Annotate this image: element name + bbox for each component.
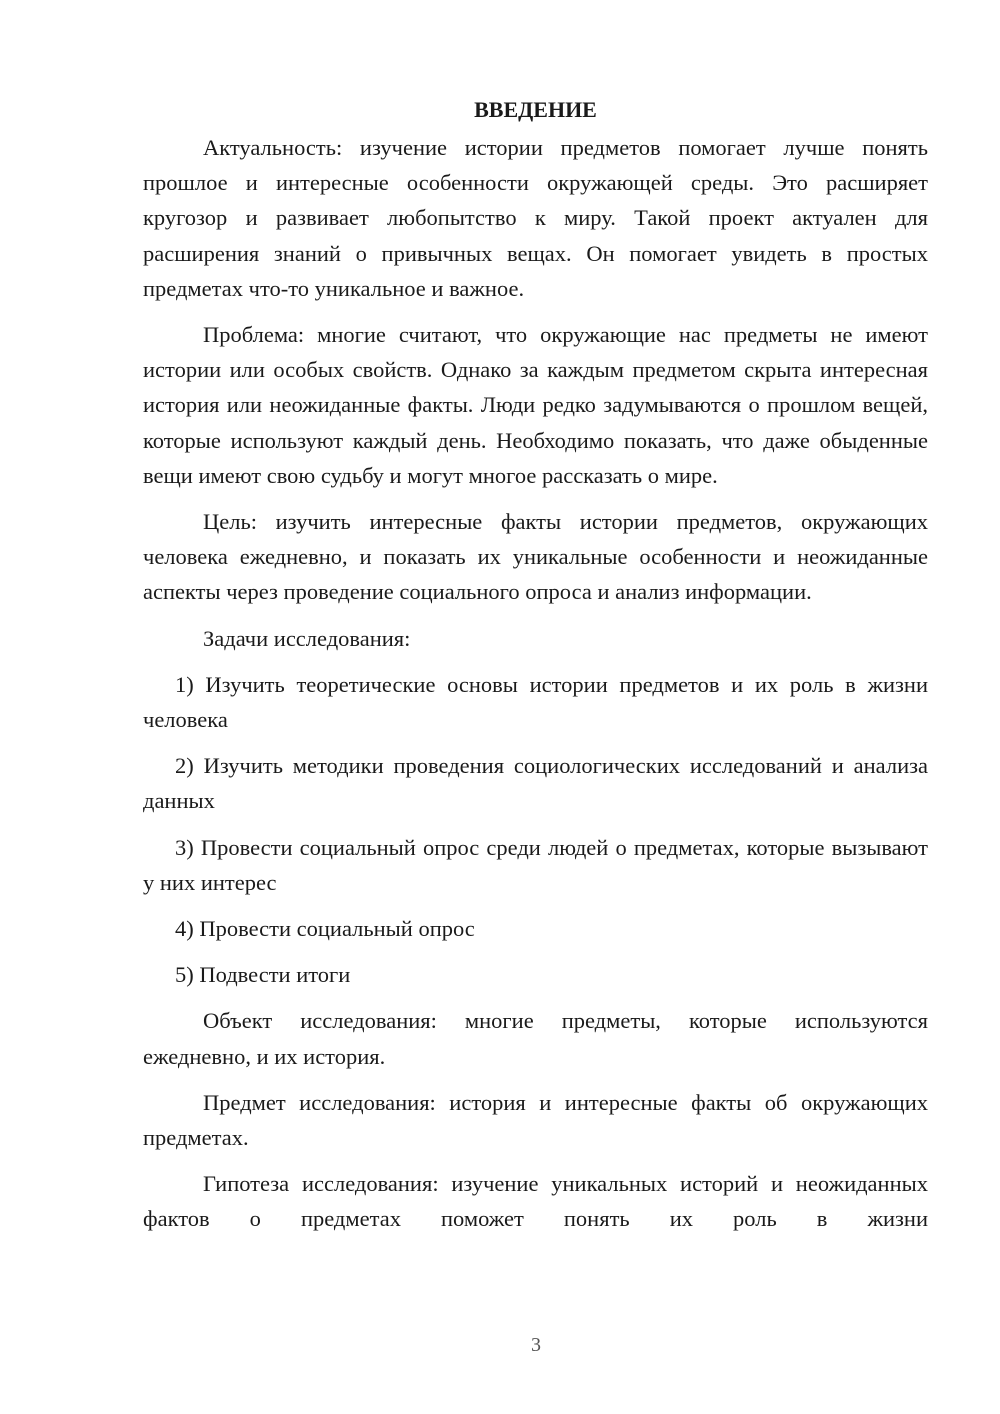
task-item-1: 1) Изучить теоретические основы истории предметов и их роль в жизни человека	[143, 671, 928, 733]
document-heading: ВВЕДЕНИЕ	[474, 97, 597, 122]
task-item-4: 4) Провести социальный опрос	[175, 916, 475, 942]
page-number: 3	[531, 1334, 541, 1356]
paragraph-problem: Проблема: многие считают, что окружающие нас предметы не имеют истории или особых свойств. Однако за каждым предметом скрыта интересная история или неожиданные факты. Люди редко задумываются о прошлом вещей, которые используют каждый день. Необходимо показать, что даже обыденные вещи имеют свою судьбу и могут многое рассказать о мире.	[143, 322, 928, 488]
paragraph-goal: Цель: изучить интересные факты истории предметов, окружающих человека ежедневно, и показать их уникальные особенности и неожиданные аспекты через проведение социального опроса и анализ информации.	[143, 509, 928, 605]
tasks-title: Задачи исследования:	[203, 625, 411, 651]
document-page	[143, 92, 928, 1237]
paragraph-object: Объект исследования: многие предметы, которые используются ежедневно, и их история.	[143, 1008, 928, 1069]
paragraph-hypothesis: Гипотеза исследования: изучение уникальных историй и неожиданных фактов о предметах поможет понять их роль в жизни	[143, 1171, 928, 1232]
task-item-5: 5) Подвести итоги	[175, 962, 351, 988]
task-item-2: 2) Изучить методики проведения социологических исследований и анализа данных	[143, 753, 928, 814]
task-item-3: 3) Провести социальный опрос среди людей о предметах, которые вызывают у них интерес	[143, 834, 928, 895]
paragraph-relevance: Актуальность: изучение истории предметов помогает лучше понять прошлое и интересные особенности окружающей среды. Это расширяет кругозор и развивает любопытство к миру. Такой проект актуален для расширения знаний о привычных вещах. Он помогает увидеть в простых предметах что-то уникальное и важное.	[143, 135, 928, 301]
paragraph-subject: Предмет исследования: история и интересные факты об окружающих предметах.	[143, 1089, 928, 1151]
